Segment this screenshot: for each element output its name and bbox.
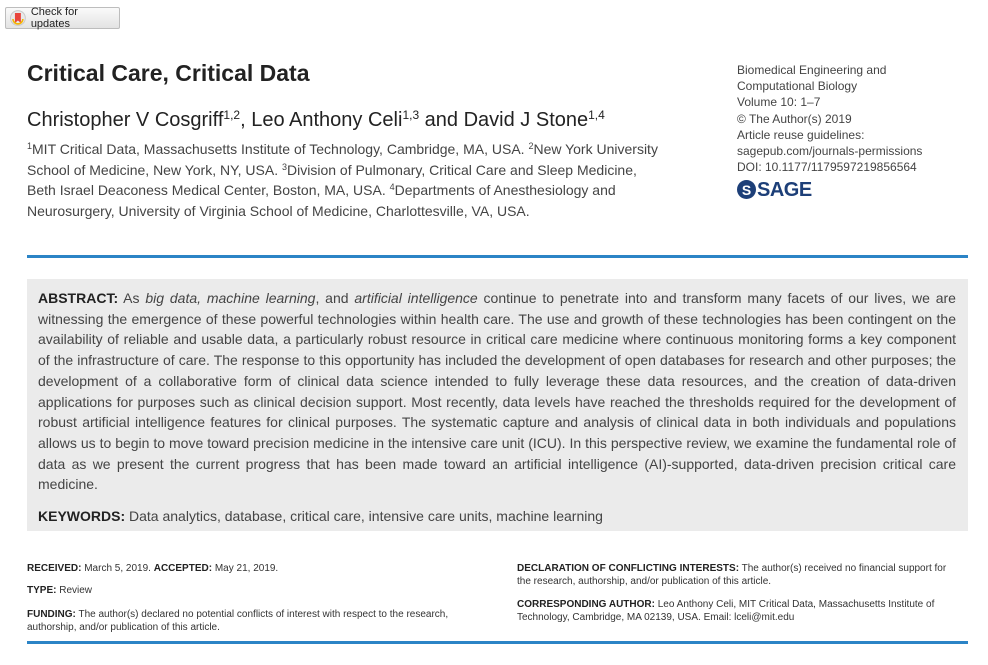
journal-doi[interactable]: DOI: 10.1177/1179597219856564 [737, 160, 917, 175]
sage-logo-wordmark: SAGE [757, 178, 812, 201]
author-separator: , [240, 109, 252, 131]
abstract-label: ABSTRACT: [38, 290, 119, 306]
author-affiliation-marker: 1,3 [402, 108, 420, 122]
journal-copyright: © The Author(s) 2019 [737, 111, 852, 126]
funding-text: The author(s) declared no potential conflicts of interest with respect to the research, authorship, and/or publication of this article. [27, 609, 449, 633]
journal-reuse-label: Article reuse guidelines: [737, 127, 865, 142]
affiliation-text: Division of Pulmonary, Critical Care and Sleep Medicine, Beth Israel Deaconess Medical Center, Boston, MA, USA. [27, 161, 637, 199]
check-for-updates-button[interactable] [5, 7, 120, 29]
affiliations [27, 139, 667, 222]
type-value: Review [56, 585, 93, 596]
keywords-label: KEYWORDS: [38, 508, 126, 525]
received-label: RECEIVED: [27, 563, 82, 574]
declaration-text: The author(s) received no financial support for the research, authorship, and/or publication of this article. [517, 563, 947, 587]
author-name: David J Stone [463, 109, 589, 131]
received-accepted [27, 562, 278, 575]
journal-name-line: Biomedical Engineering and [737, 63, 887, 77]
accepted-label: ACCEPTED: [153, 563, 213, 574]
check-for-updates-label: Check for updates [30, 6, 78, 30]
type-label: TYPE: [27, 585, 57, 596]
received-date: March 5, 2019. [81, 563, 154, 574]
conflict-declaration [517, 562, 957, 588]
abstract-emphasis: artificial intelligence [354, 290, 478, 306]
abstract-segment: continue to penetrate into and transform many facets of our lives, we are witnessing the emergence of these powerful technologies within health care. The use and growth of these technologies has been contingent on the availability of reliable and usable data, a particularly robust resource in critical care medicine where continuous monitoring forms a key component of the infrastructure of care. The response to this opportunity has included the development of open databases for research and other purposes; the development of a collaborative form of clinical data science intended to fully leverage these data resources, and the creation of data-driven applications for purposes such as clinical decision support. Most recently, data levels have reached the thresholds required for the development of robust artificial intelligence features for clinical purposes. The systematic capture and analysis of clinical data in both individuals and populations allows us to begin to move toward precision medicine in the intensive care unit (ICU). In this perspective review, we examine the fundamental role of data as we present the current progress that has been made toward an artificial intelligence (AI)-supported, data-driven precision critical care medicine. [38, 290, 956, 493]
affiliation-text: New York University School of Medicine, New York, NY, USA. [27, 141, 658, 178]
crossmark-icon [10, 10, 26, 26]
corresponding-author [517, 598, 957, 624]
author-affiliation-marker: 1,4 [588, 108, 605, 122]
abstract-emphasis: big data, machine learning [145, 290, 316, 306]
journal-volume: Volume 10: 1–7 [737, 95, 821, 110]
journal-info [737, 62, 977, 199]
corresponding-label: CORRESPONDING AUTHOR: [517, 599, 655, 610]
journal-permissions-link[interactable]: sagepub.com/journals-permissions [737, 144, 923, 159]
funding-statement [27, 608, 477, 634]
author-separator: and [419, 109, 464, 131]
article-type [27, 584, 92, 597]
author-list [27, 109, 605, 132]
affiliation-marker: 4 [389, 182, 395, 193]
affiliation-marker: 1 [27, 141, 33, 151]
journal-name-line: Computational Biology [737, 79, 858, 94]
abstract-segment: , and [315, 290, 355, 306]
sage-logo-icon: S [737, 180, 756, 199]
affiliation-marker: 3 [281, 161, 287, 172]
sage-logo[interactable] [737, 180, 977, 199]
affiliation-text: Departments of Anesthesiology and Neurosurgery, University of Virginia School of Medicine, Charlottesville, VA, USA. [27, 182, 616, 220]
article-title: Critical Care, Critical Data [27, 60, 310, 86]
funding-label: FUNDING: [27, 609, 76, 620]
affiliation-marker: 2 [528, 141, 534, 151]
affiliation-text: MIT Critical Data, Massachusetts Institute of Technology, Cambridge, MA, USA. [32, 141, 529, 157]
accepted-date: May 21, 2019. [212, 563, 279, 574]
abstract-section [27, 279, 968, 531]
declaration-label: DECLARATION OF CONFLICTING INTERESTS: [517, 563, 740, 574]
keywords-text: Data analytics, database, critical care, intensive care units, machine learning [125, 508, 603, 525]
header-divider [27, 255, 968, 258]
author-name: Christopher V Cosgriff [27, 109, 224, 131]
author-affiliation-marker: 1,2 [223, 108, 241, 122]
abstract-text [38, 288, 956, 495]
corresponding-text: Leo Anthony Celi, MIT Critical Data, Massachusetts Institute of Technology, Cambridge, MA 02139, USA. Email: lceli@mit.edu [517, 599, 935, 623]
author-name: Leo Anthony Celi [251, 109, 403, 131]
footer-divider [27, 641, 968, 644]
abstract-segment: As [118, 290, 146, 306]
keywords [38, 508, 956, 524]
